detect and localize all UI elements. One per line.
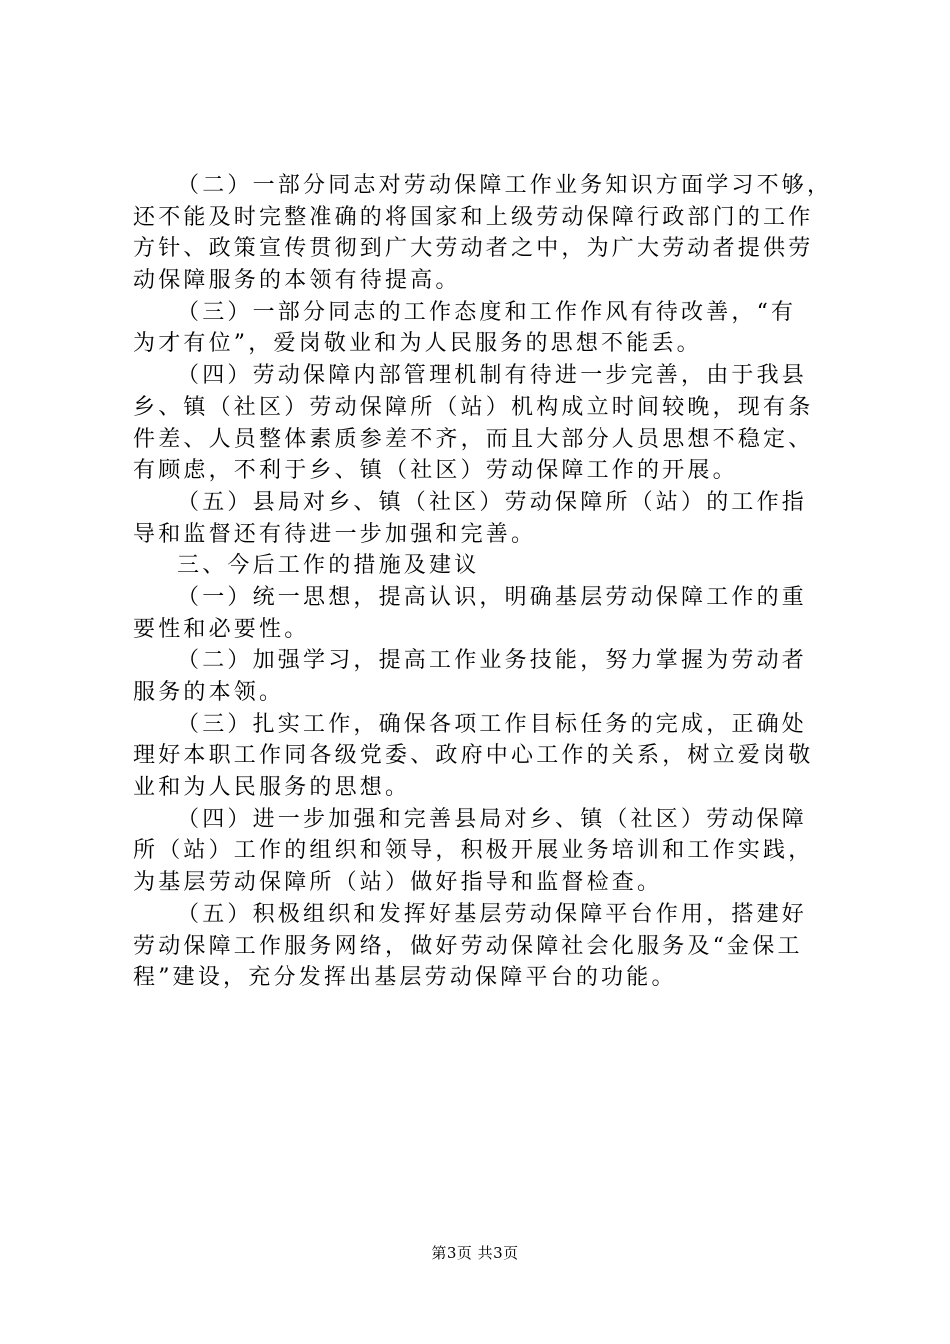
document-body <box>133 170 833 994</box>
text-line: （二）一部分同志对劳动保障工作业务知识方面学习不够， <box>177 173 833 198</box>
text-line: 乡、镇（社区）劳动保障所（站）机构成立时间较晚，现有条 <box>133 394 814 420</box>
text-line: 三、今后工作的措施及建议 <box>177 553 480 579</box>
text-line: 动保障服务的本领有待提高。 <box>133 268 461 294</box>
text-line: 服务的本领。 <box>133 680 285 705</box>
text-line: 件差、人员整体素质参差不齐，而且大部分人员思想不稳定、 <box>133 426 814 452</box>
page-footer: 第3页 共3页 <box>431 1244 519 1262</box>
text-line: 所（站）工作的组织和领导，积极开展业务培训和工作实践， <box>133 838 814 864</box>
text-line: （四）进一步加强和完善县局对乡、镇（社区）劳动保障 <box>177 806 808 832</box>
text-line: （五）积极组织和发挥好基层劳动保障平台作用，搭建好 <box>177 901 808 927</box>
text-line: （一）统一思想，提高认识，明确基层劳动保障工作的重 <box>177 584 808 610</box>
text-line: （四）劳动保障内部管理机制有待进一步完善，由于我县 <box>177 363 808 389</box>
text-line: 业和为人民服务的思想。 <box>133 775 411 801</box>
text-line: 导和监督还有待进一步加强和完善。 <box>133 521 537 547</box>
text-line: （二）加强学习，提高工作业务技能，努力掌握为劳动者 <box>177 648 808 674</box>
text-line: 劳动保障工作服务网络，做好劳动保障社会化服务及“金保工 <box>133 933 803 959</box>
text-line: （五）县局对乡、镇（社区）劳动保障所（站）的工作指 <box>177 489 808 515</box>
text-line: （三）一部分同志的工作态度和工作作风有待改善，“有 <box>177 299 797 325</box>
text-line: 还不能及时完整准确的将国家和上级劳动保障行政部门的工作 <box>133 204 814 230</box>
text-line: 程”建设，充分发挥出基层劳动保障平台的功能。 <box>133 965 677 991</box>
text-line: 理好本职工作同各级党委、政府中心工作的关系，树立爱岗敬 <box>133 743 814 769</box>
text-line: 有顾虑，不利于乡、镇（社区）劳动保障工作的开展。 <box>133 458 738 484</box>
text-line: 要性和必要性。 <box>133 616 310 642</box>
text-line: 为基层劳动保障所（站）做好指导和监督检查。 <box>133 870 663 896</box>
text-line: 方针、政策宣传贯彻到广大劳动者之中，为广大劳动者提供劳 <box>133 236 814 262</box>
text-line: （三）扎实工作，确保各项工作目标任务的完成，正确处 <box>177 711 808 737</box>
text-line: 为才有位”，爱岗敬业和为人民服务的思想不能丢。 <box>133 331 702 357</box>
